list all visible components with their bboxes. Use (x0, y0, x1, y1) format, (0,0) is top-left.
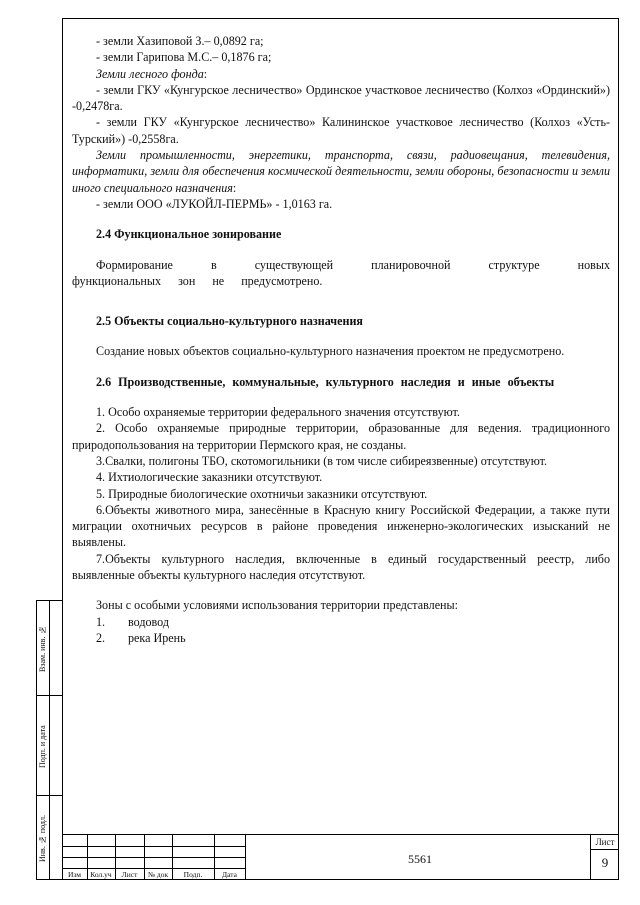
label-inv-podl: Инв. № подл. (38, 815, 47, 863)
col-izm: Изм (67, 870, 82, 879)
side-stamp-strip (36, 600, 62, 880)
paragraph: - земли ГКУ «Кунгурское лесничество» Ординское участковое лесничество (Колхоз «Ординский») -0,2478га. (72, 82, 610, 114)
text-line: - земли Хазиповой З.– 0,0892 га; (96, 34, 264, 48)
text-line: - земли ООО «ЛУКОЙЛ-ПЕРМЬ» - 1,0163 га. (96, 196, 333, 211)
list-text: река Ирень (128, 630, 186, 645)
paragraph: Формирование в существующей планировочной структуре новых функциональных зон не предусмотрено. (72, 257, 610, 288)
document-code: 5561 (408, 852, 432, 866)
section-heading-2-4: 2.4 Функциональное зонирование (96, 227, 282, 242)
italic-heading: Земли промышленности, энергетики, транспорта, связи, радиовещания, телевидения, информатики, земли для обеспечения космической деятельности, земли обороны, безопасности и земли иного специального назначения (72, 148, 610, 195)
list-item: 7.Объекты культурного наследия, включенные в единый государственный реестр, либо выявленные объекты культурного наследия отсутствуют. (72, 551, 610, 583)
list-item: 3.Свалки, полигоны ТБО, скотомогильники (в том числе сибиреязвенные) отсутствуют. (96, 453, 547, 468)
list-item: 2. Особо охраняемые природные территории, образованные для ведения. традиционного природопользования на территории Пермского края, не созданы. (72, 421, 610, 452)
col-list: Лист (121, 870, 138, 879)
document-body (72, 33, 610, 646)
section-heading-2-5: 2.5 Объекты социально-культурного назначения (96, 314, 363, 329)
col-podp: Подп. (183, 870, 203, 879)
col-kol-uch: Кол.уч (90, 870, 112, 879)
col-n-dok: № док (147, 870, 169, 879)
list-item: 6.Объекты животного мира, занесённые в Красную книгу Российской Федерации, а также пути миграции охотничьих ресурсов в районе проведения инженерно-экологических изысканий не выявлены. (72, 502, 610, 550)
list-item: 1. Особо охраняемые территории федерального значения отсутствуют. (96, 405, 460, 420)
zones-list (72, 614, 610, 647)
list-item (72, 630, 610, 646)
text-line: - земли Гарипова М.С.– 0,1876 га; (96, 50, 272, 65)
section-heading-2-6: 2.6 Производственные, коммунальные, культурного наследия и иные объекты (96, 374, 555, 389)
list-item: 4. Ихтиологические заказники отсутствуют. (96, 470, 323, 485)
zones-intro: Зоны с особыми условиями использования территории представлены: (96, 598, 459, 613)
paragraph (72, 147, 610, 196)
text-line (72, 66, 610, 82)
label-podp-data: Подп. и дата (38, 725, 47, 768)
list-number: 2. (96, 630, 106, 645)
sheet-label: Лист (595, 837, 615, 847)
paragraph: Создание новых объектов социально-культурного назначения проектом не предусмотрено. (96, 344, 565, 359)
label-vzam-inv: Взам. инв. № (38, 625, 47, 673)
sheet-number: 9 (601, 855, 609, 870)
list-item: 5. Природные биологические охотничьи заказники отсутствуют. (96, 486, 428, 501)
punctuation: : (203, 66, 208, 81)
col-data: Дата (222, 870, 237, 879)
paragraph: - земли ГКУ «Кунгурское лесничество» Калининское участковое лесничество (Колхоз «Усть-Турский») -0,2558га. (72, 115, 610, 146)
list-item (72, 614, 610, 630)
list-number: 1. (96, 614, 106, 629)
italic-heading: Земли лесного фонда (96, 66, 204, 81)
punctuation: : (232, 180, 237, 195)
list-text: водовод (128, 614, 170, 629)
